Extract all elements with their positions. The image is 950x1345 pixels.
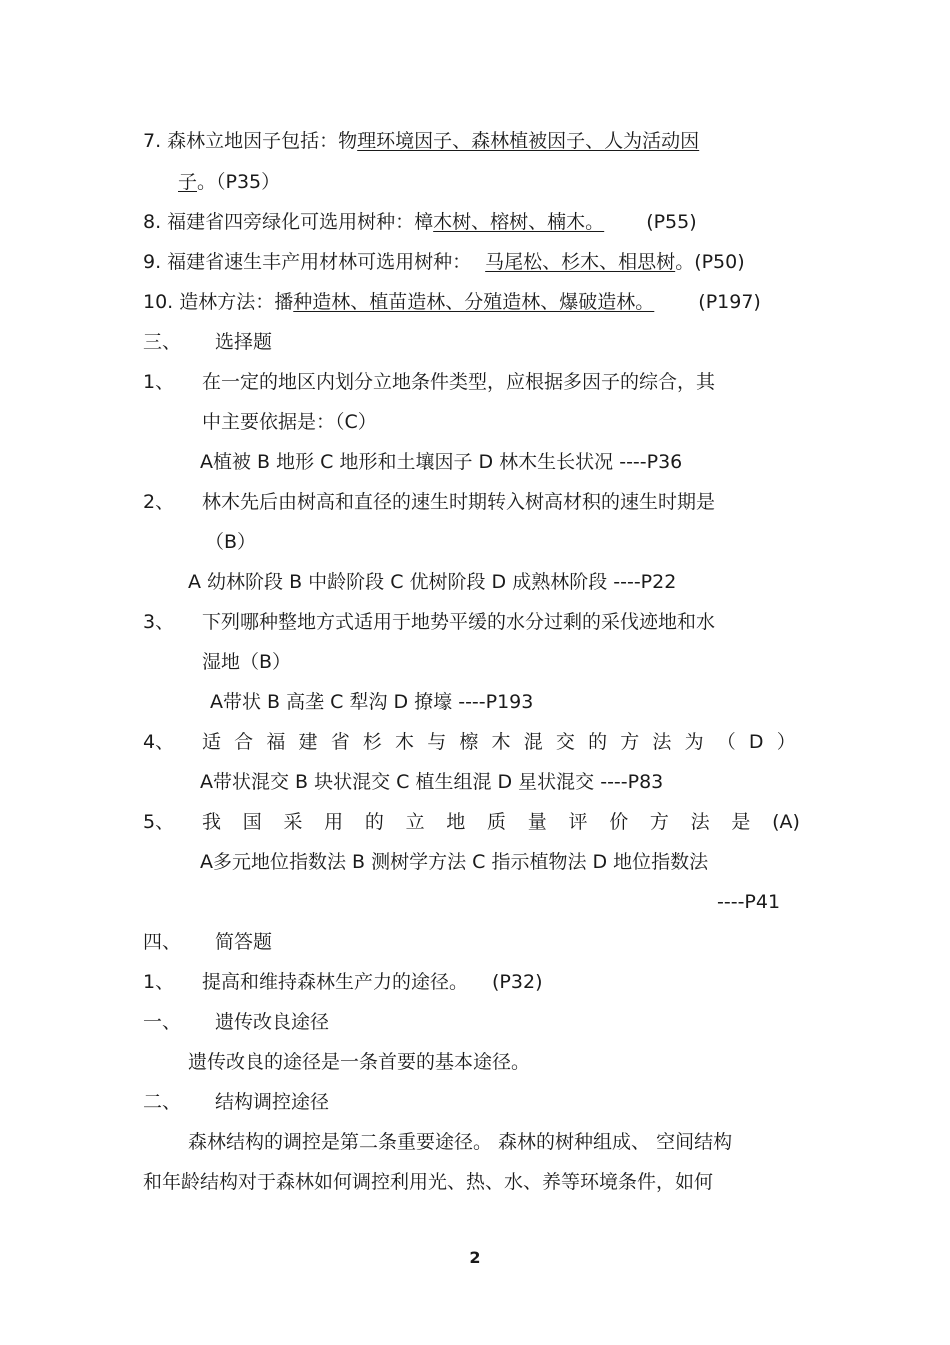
short-q1-question: 提高和维持森林生产力的途径。 — [202, 971, 469, 993]
fill-q8-answer: 木树、榕树、楠木。 — [433, 211, 605, 233]
fill-q9-answer: 马尾松、杉木、相思树 — [485, 251, 676, 273]
choice-q4-stem-char: 省 — [330, 731, 350, 753]
choice-q5-stem-char: 方 — [649, 811, 669, 833]
fill-q8-lead: 8. 福建省四旁绿化可选用树种：樟 — [143, 211, 434, 233]
choice-q4-stem-char: 檫 — [459, 731, 479, 753]
choice-q5-options: A多元地位指数法 B 测树学方法 C 指示植物法 D 地位指数法 — [200, 851, 709, 873]
choice-q5-stem-char: 法 — [690, 811, 710, 833]
choice-q4-stem-char: 福 — [266, 731, 286, 753]
fill-q7-answer: 理环境因子、森林植被因子、人为活动因 — [357, 130, 700, 152]
choice-q1-stem-line2: 中主要依据是：（C） — [202, 411, 377, 433]
choice-q3-num: 3、 — [143, 611, 175, 633]
choice-q2-stem-line2: （B） — [205, 531, 257, 553]
choice-q5-num: 5、 — [143, 811, 175, 833]
choice-q4-stem-char: 混 — [523, 731, 543, 753]
fill-q7-line2 — [178, 170, 280, 194]
section-three-num: 三、 — [143, 331, 182, 353]
section-four-num: 四、 — [143, 931, 182, 953]
choice-q5-stem-char: 用 — [324, 811, 344, 833]
choice-q5-stem-char: 质 — [487, 811, 507, 833]
choice-q2-options: A 幼林阶段 B 中龄阶段 C 优树阶段 D 成熟林阶段 ----P22 — [188, 571, 677, 593]
choice-q5-stem — [202, 810, 800, 834]
fill-q7-tail: 。（P35） — [197, 171, 281, 193]
choice-q1-num: 1、 — [143, 371, 175, 393]
choice-q5-stem-char: (A) — [772, 811, 800, 833]
choice-q5-stem-char: 是 — [731, 811, 751, 833]
section-four-title: 简答题 — [215, 931, 273, 953]
choice-q4-stem — [202, 730, 796, 754]
page-number: 2 — [469, 1248, 481, 1267]
fill-q7-answer-cont: 子 — [178, 171, 198, 193]
choice-q4-num: 4、 — [143, 731, 175, 753]
choice-q4-stem-char: （ — [716, 731, 736, 753]
subsection-two-heading — [143, 1090, 329, 1114]
short-q1-text — [202, 970, 542, 994]
fill-q8-ref: (P55) — [646, 211, 697, 233]
choice-q1-options: A植被 B 地形 C 地形和土壤因子 D 林木生长状况 ----P36 — [200, 451, 683, 473]
choice-q4-stem-char: ） — [776, 731, 796, 753]
choice-q5-stem-char: 价 — [609, 811, 629, 833]
choice-q3-stem-line2: 湿地（B） — [202, 651, 292, 673]
choice-q5-stem-char: 我 — [202, 811, 222, 833]
choice-q4-stem-char: 木 — [491, 731, 511, 753]
fill-q10 — [143, 290, 761, 314]
choice-q4-stem-char: 建 — [298, 731, 318, 753]
fill-q7-line1 — [143, 129, 739, 153]
choice-q5-stem-char: 的 — [364, 811, 384, 833]
choice-q4-stem-char: 的 — [588, 731, 608, 753]
subsection-one-num: 一、 — [143, 1011, 182, 1033]
section-three-heading — [143, 330, 272, 354]
choice-q4-stem-char: 为 — [684, 731, 704, 753]
subsection-one-heading — [143, 1010, 329, 1034]
choice-q4-stem-char: 交 — [555, 731, 575, 753]
fill-q7-lead: 7. 森林立地因子包括：物 — [143, 130, 358, 152]
choice-q1-stem-line1: 在一定的地区内划分立地条件类型，应根据多因子的综合，其 — [202, 371, 716, 393]
choice-q4-stem-char: D — [748, 731, 764, 753]
section-three-title: 选择题 — [215, 331, 273, 353]
subsection-two-body-line2: 和年龄结构对于森林如何调控利用光、热、水、养等环境条件，如何 — [143, 1171, 714, 1193]
subsection-two-num: 二、 — [143, 1091, 182, 1113]
choice-q4-stem-char: 法 — [652, 731, 672, 753]
fill-q10-lead: 10. 造林方法：播 — [143, 291, 294, 313]
choice-q4-stem-char: 木 — [395, 731, 415, 753]
choice-q4-stem-char: 适 — [202, 731, 222, 753]
fill-q9-tail: 。(P50) — [675, 251, 745, 273]
fill-q8-blank — [604, 210, 624, 234]
choice-q4-stem-char: 方 — [620, 731, 640, 753]
choice-q5-stem-char: 评 — [568, 811, 588, 833]
choice-q5-stem-char: 国 — [242, 811, 262, 833]
fill-q9-lead: 9. 福建省速生丰产用材林可选用树种： — [143, 251, 472, 273]
choice-q5-stem-char: 采 — [283, 811, 303, 833]
fill-q7-blank — [699, 129, 739, 153]
subsection-one-title: 遗传改良途径 — [215, 1011, 330, 1033]
fill-q10-ref: (P197) — [698, 291, 761, 313]
choice-q5-stem-char: 量 — [527, 811, 547, 833]
subsection-two-body-line1: 森林结构的调控是第二条重要途径。 森林的树种组成、 空间结构 — [188, 1131, 733, 1153]
choice-q4-stem-char: 合 — [234, 731, 254, 753]
subsection-two-title: 结构调控途径 — [215, 1091, 330, 1113]
subsection-one-body: 遗传改良的途径是一条首要的基本途径。 — [188, 1051, 531, 1073]
choice-q3-options: A带状 B 高垄 C 犁沟 D 撩壕 ----P193 — [210, 691, 534, 713]
choice-q4-options: A带状混交 B 块状混交 C 植生组混 D 星状混交 ----P83 — [200, 771, 664, 793]
section-four-heading — [143, 930, 272, 954]
choice-q3-stem-line1: 下列哪种整地方式适用于地势平缓的水分过剩的采伐迹地和水 — [202, 611, 716, 633]
fill-q9 — [143, 250, 745, 274]
choice-q5-stem-char: 立 — [405, 811, 425, 833]
short-q1-num: 1、 — [143, 971, 175, 993]
choice-q5-stem-char: 地 — [446, 811, 466, 833]
choice-q4-stem-char: 杉 — [362, 731, 382, 753]
fill-q8 — [143, 210, 697, 234]
fill-q10-blank — [654, 290, 674, 314]
choice-q4-stem-char: 与 — [427, 731, 447, 753]
choice-q2-num: 2、 — [143, 491, 175, 513]
choice-q5-ref: ----P41 — [717, 891, 781, 913]
choice-q2-stem-line1: 林木先后由树高和直径的速生时期转入树高材积的速生时期是 — [202, 491, 716, 513]
short-q1-ref: (P32) — [492, 971, 543, 993]
fill-q10-answer: 种造林、植苗造林、分殖造林、爆破造林。 — [293, 291, 655, 313]
